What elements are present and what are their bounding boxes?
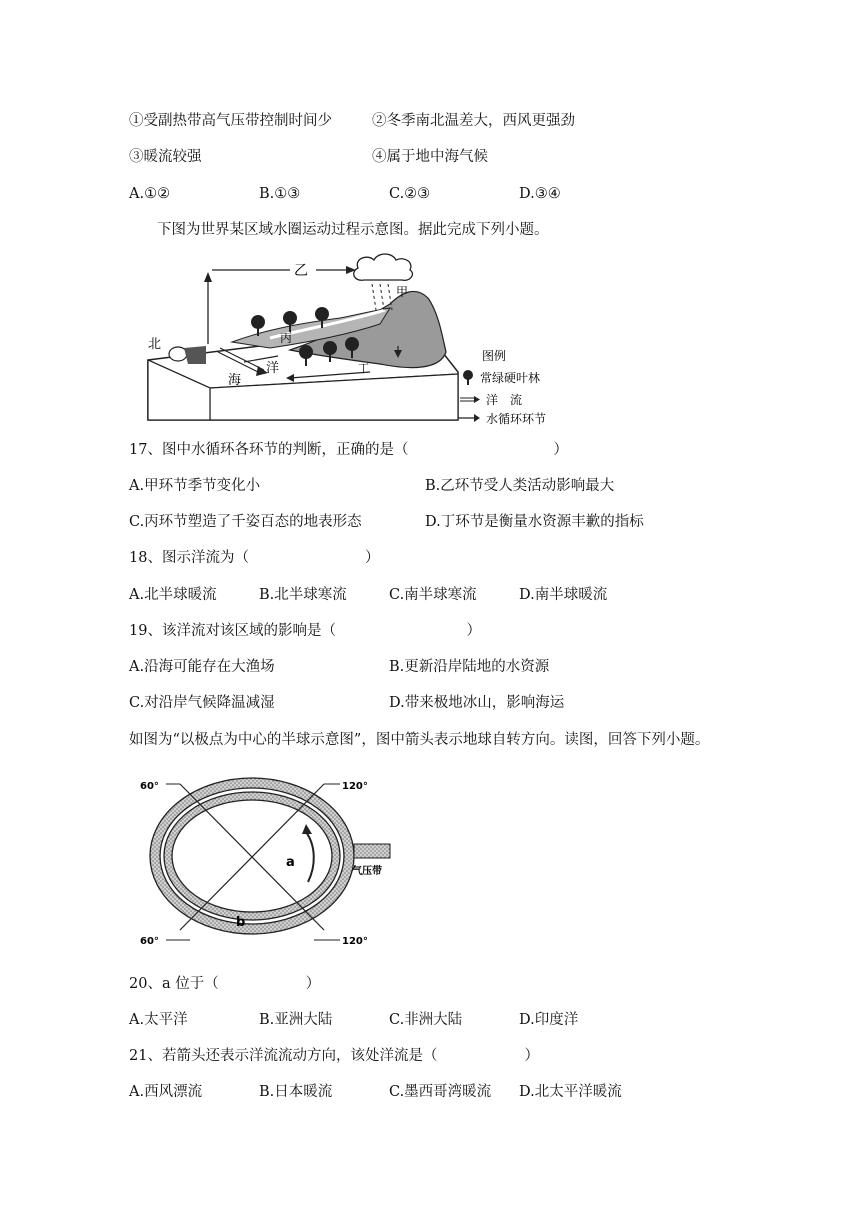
legend-cycle-icon [474,414,480,422]
q18-option-c: C.南半球寒流 [389,587,477,603]
legend-current-icon [474,396,480,403]
q21-stem: 21、若箭头还表示洋流流动方向，该处洋流是（ ） [129,1048,539,1064]
q20-stem: 20、a 位于（ ） [129,976,321,992]
label-hai: 海 [228,373,242,388]
hemisphere-figure [130,770,400,950]
q19-option-d: D.带来极地冰山，影响海运 [389,695,565,711]
q17-option-c: C.丙环节塑造了千姿百态的地表形态 [129,514,362,530]
legend-pressure-belt-swatch [354,844,390,858]
choice-d: D.③④ [519,186,561,202]
q21-option-b: B.日本暖流 [259,1084,333,1100]
q21-option-a: A.西风漂流 [129,1084,203,1100]
q17-option-d: D.丁环节是衡量水资源丰歉的指标 [425,514,644,530]
choice-c: C.②③ [389,186,431,202]
label-bei: 北 [148,337,162,352]
statement-4: ④属于地中海气候 [372,149,488,165]
label-yang: 洋 [266,361,280,376]
label-120-bottom: 120° [342,936,368,947]
label-yi: 乙 [294,263,308,279]
intro-hemisphere: 如图为“以极点为中心的半球示意图”，图中箭头表示地球自转方向。读图，回答下列小题。 [129,732,710,748]
cloud-icon [354,254,413,280]
q19-option-a: A.沿海可能存在大渔场 [129,659,275,675]
q18-stem: 18、图示洋流为（ ） [129,550,380,566]
statement-3: ③暖流较强 [129,149,202,165]
q20-option-b: B.亚洲大陆 [259,1012,333,1028]
label-120-top: 120° [342,781,368,792]
q19-stem: 19、该洋流对该区域的影响是（ ） [129,623,481,639]
q18-option-a: A.北半球暖流 [129,587,217,603]
q18-option-d: D.南半球暖流 [519,587,608,603]
statement-2: ②冬季南北温差大，西风更强劲 [372,113,575,129]
label-ding: 丁 [358,362,369,375]
intro-water-cycle: 下图为世界某区域水圈运动过程示意图。据此完成下列小题。 [157,222,549,238]
legend-item-current: 洋 流 [486,393,523,407]
q20-option-c: C.非洲大陆 [389,1012,463,1028]
label-60-top: 60° [140,781,159,792]
label-60-bottom: 60° [140,936,159,947]
label-bing: 丙 [280,331,293,345]
legend-title: 图例 [482,349,507,363]
q18-option-b: B.北半球寒流 [259,587,347,603]
label-jia: 甲 [396,285,409,299]
q21-option-d: D.北太平洋暖流 [519,1084,622,1100]
legend-item-tree: 常绿硬叶林 [480,371,541,385]
choice-b: B.①③ [259,186,301,202]
choice-a: A.①② [129,186,171,202]
statement-1: ①受副热带高气压带控制时间少 [129,113,332,129]
legend-tree-icon [463,370,473,380]
q19-option-b: B.更新沿岸陆地的水资源 [389,659,550,675]
q20-option-d: D.印度洋 [519,1012,579,1028]
q20-option-a: A.太平洋 [129,1012,188,1028]
legend-pressure-belt: 气压带 [352,866,382,877]
q17-option-a: A.甲环节季节变化小 [129,478,261,494]
q17-option-b: B.乙环节受人类活动影响最大 [425,478,615,494]
q19-option-c: C.对沿岸气候降温减湿 [129,695,275,711]
legend-item-cycle: 水循环环节 [486,412,547,426]
q21-option-c: C.墨西哥湾暖流 [389,1084,492,1100]
water-cycle-figure [140,252,600,432]
label-b: b [236,915,246,930]
label-a: a [286,855,295,870]
q17-stem: 17、图中水循环各环节的判断，正确的是（ ） [129,442,568,458]
